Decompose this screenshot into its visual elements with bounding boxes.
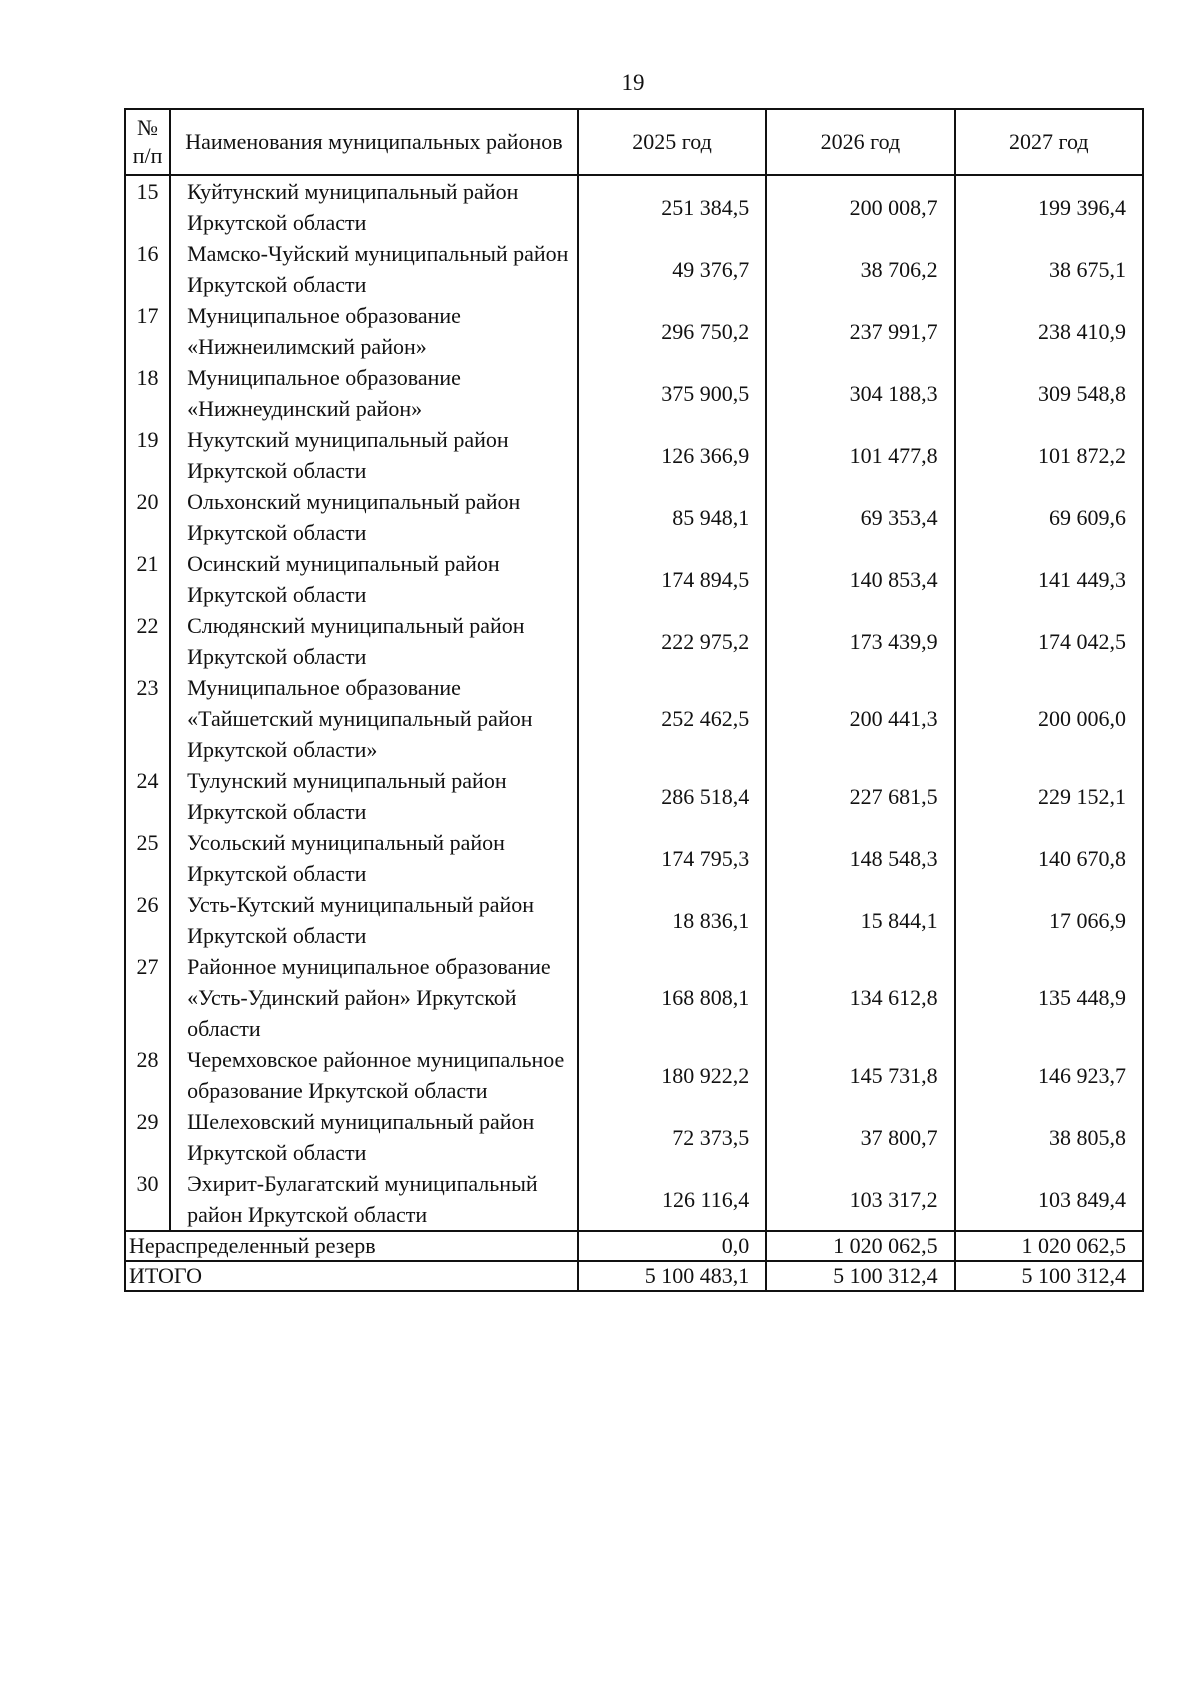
table-row (125, 238, 1143, 300)
district-name: Муниципальное образование «Тайшетский муниципальный район Иркутской области» (170, 672, 578, 765)
value-2027: 17 066,9 (955, 889, 1143, 951)
district-name: Усольский муниципальный район Иркутской области (170, 827, 578, 889)
district-name: Муниципальное образование «Нижнеудинский район» (170, 362, 578, 424)
value-2025: 222 975,2 (578, 610, 766, 672)
table-row (125, 1168, 1143, 1231)
value-2027: 199 396,4 (955, 175, 1143, 238)
row-number: 15 (125, 175, 170, 238)
total-2027: 5 100 312,4 (955, 1261, 1143, 1291)
value-2027: 101 872,2 (955, 424, 1143, 486)
value-2025: 49 376,7 (578, 238, 766, 300)
table-row (125, 175, 1143, 238)
district-name: Куйтунский муниципальный район Иркутской области (170, 175, 578, 238)
value-2025: 252 462,5 (578, 672, 766, 765)
reserve-2027: 1 020 062,5 (955, 1231, 1143, 1261)
table-row (125, 362, 1143, 424)
value-2025: 180 922,2 (578, 1044, 766, 1106)
table-row (125, 672, 1143, 765)
total-label: ИТОГО (125, 1261, 578, 1291)
page-number: 19 (621, 70, 645, 95)
header-num: № п/п (125, 109, 170, 175)
table-header-row (125, 109, 1143, 175)
district-name: Районное муниципальное образование «Усть-Удинский район» Иркутской области (170, 951, 578, 1044)
value-2025: 168 808,1 (578, 951, 766, 1044)
value-2026: 227 681,5 (766, 765, 954, 827)
value-2027: 38 675,1 (955, 238, 1143, 300)
row-number: 21 (125, 548, 170, 610)
district-name: Шелеховский муниципальный район Иркутской области (170, 1106, 578, 1168)
row-number: 19 (125, 424, 170, 486)
value-2026: 37 800,7 (766, 1106, 954, 1168)
table-row (125, 300, 1143, 362)
value-2027: 140 670,8 (955, 827, 1143, 889)
district-name: Тулунский муниципальный район Иркутской области (170, 765, 578, 827)
total-row (125, 1261, 1143, 1291)
value-2025: 18 836,1 (578, 889, 766, 951)
header-2026: 2026 год (766, 109, 954, 175)
value-2026: 103 317,2 (766, 1168, 954, 1231)
district-name: Нукутский муниципальный район Иркутской области (170, 424, 578, 486)
value-2026: 200 441,3 (766, 672, 954, 765)
table-row (125, 424, 1143, 486)
value-2025: 174 795,3 (578, 827, 766, 889)
table-row (125, 765, 1143, 827)
value-2027: 141 449,3 (955, 548, 1143, 610)
reserve-label: Нераспределенный резерв (125, 1231, 578, 1261)
value-2027: 174 042,5 (955, 610, 1143, 672)
value-2025: 251 384,5 (578, 175, 766, 238)
value-2025: 286 518,4 (578, 765, 766, 827)
district-name: Мамско-Чуйский муниципальный район Иркутской области (170, 238, 578, 300)
value-2025: 296 750,2 (578, 300, 766, 362)
value-2026: 15 844,1 (766, 889, 954, 951)
value-2026: 101 477,8 (766, 424, 954, 486)
value-2027: 38 805,8 (955, 1106, 1143, 1168)
value-2027: 146 923,7 (955, 1044, 1143, 1106)
header-2025: 2025 год (578, 109, 766, 175)
value-2025: 126 116,4 (578, 1168, 766, 1231)
row-number: 17 (125, 300, 170, 362)
row-number: 20 (125, 486, 170, 548)
value-2026: 140 853,4 (766, 548, 954, 610)
value-2026: 237 991,7 (766, 300, 954, 362)
reserve-2026: 1 020 062,5 (766, 1231, 954, 1261)
table-row (125, 827, 1143, 889)
table-row (125, 889, 1143, 951)
row-number: 16 (125, 238, 170, 300)
value-2026: 69 353,4 (766, 486, 954, 548)
value-2027: 200 006,0 (955, 672, 1143, 765)
value-2026: 148 548,3 (766, 827, 954, 889)
reserve-2025: 0,0 (578, 1231, 766, 1261)
value-2026: 304 188,3 (766, 362, 954, 424)
row-number: 18 (125, 362, 170, 424)
value-2025: 375 900,5 (578, 362, 766, 424)
table-row (125, 1044, 1143, 1106)
district-name: Ольхонский муниципальный район Иркутской области (170, 486, 578, 548)
district-name: Черемховское районное муниципальное образование Иркутской области (170, 1044, 578, 1106)
reserve-row (125, 1231, 1143, 1261)
value-2026: 145 731,8 (766, 1044, 954, 1106)
value-2027: 238 410,9 (955, 300, 1143, 362)
table-row (125, 486, 1143, 548)
row-number: 25 (125, 827, 170, 889)
row-number: 28 (125, 1044, 170, 1106)
row-number: 30 (125, 1168, 170, 1231)
row-number: 23 (125, 672, 170, 765)
district-name: Усть-Кутский муниципальный район Иркутской области (170, 889, 578, 951)
value-2027: 69 609,6 (955, 486, 1143, 548)
value-2026: 38 706,2 (766, 238, 954, 300)
value-2025: 85 948,1 (578, 486, 766, 548)
value-2027: 229 152,1 (955, 765, 1143, 827)
value-2027: 103 849,4 (955, 1168, 1143, 1231)
row-number: 27 (125, 951, 170, 1044)
district-name: Слюдянский муниципальный район Иркутской области (170, 610, 578, 672)
value-2026: 200 008,7 (766, 175, 954, 238)
value-2025: 72 373,5 (578, 1106, 766, 1168)
value-2027: 309 548,8 (955, 362, 1143, 424)
table-row (125, 951, 1143, 1044)
district-name: Муниципальное образование «Нижнеилимский район» (170, 300, 578, 362)
district-name: Эхирит-Булагатский муниципальный район Иркутской области (170, 1168, 578, 1231)
value-2025: 174 894,5 (578, 548, 766, 610)
row-number: 24 (125, 765, 170, 827)
total-2026: 5 100 312,4 (766, 1261, 954, 1291)
row-number: 26 (125, 889, 170, 951)
value-2026: 134 612,8 (766, 951, 954, 1044)
row-number: 29 (125, 1106, 170, 1168)
district-name: Осинский муниципальный район Иркутской области (170, 548, 578, 610)
value-2026: 173 439,9 (766, 610, 954, 672)
value-2027: 135 448,9 (955, 951, 1143, 1044)
table-row (125, 1106, 1143, 1168)
table-row (125, 548, 1143, 610)
header-2027: 2027 год (955, 109, 1143, 175)
row-number: 22 (125, 610, 170, 672)
value-2025: 126 366,9 (578, 424, 766, 486)
header-name: Наименования муниципальных районов (170, 109, 578, 175)
budget-table (124, 108, 1144, 1292)
total-2025: 5 100 483,1 (578, 1261, 766, 1291)
table-row (125, 610, 1143, 672)
